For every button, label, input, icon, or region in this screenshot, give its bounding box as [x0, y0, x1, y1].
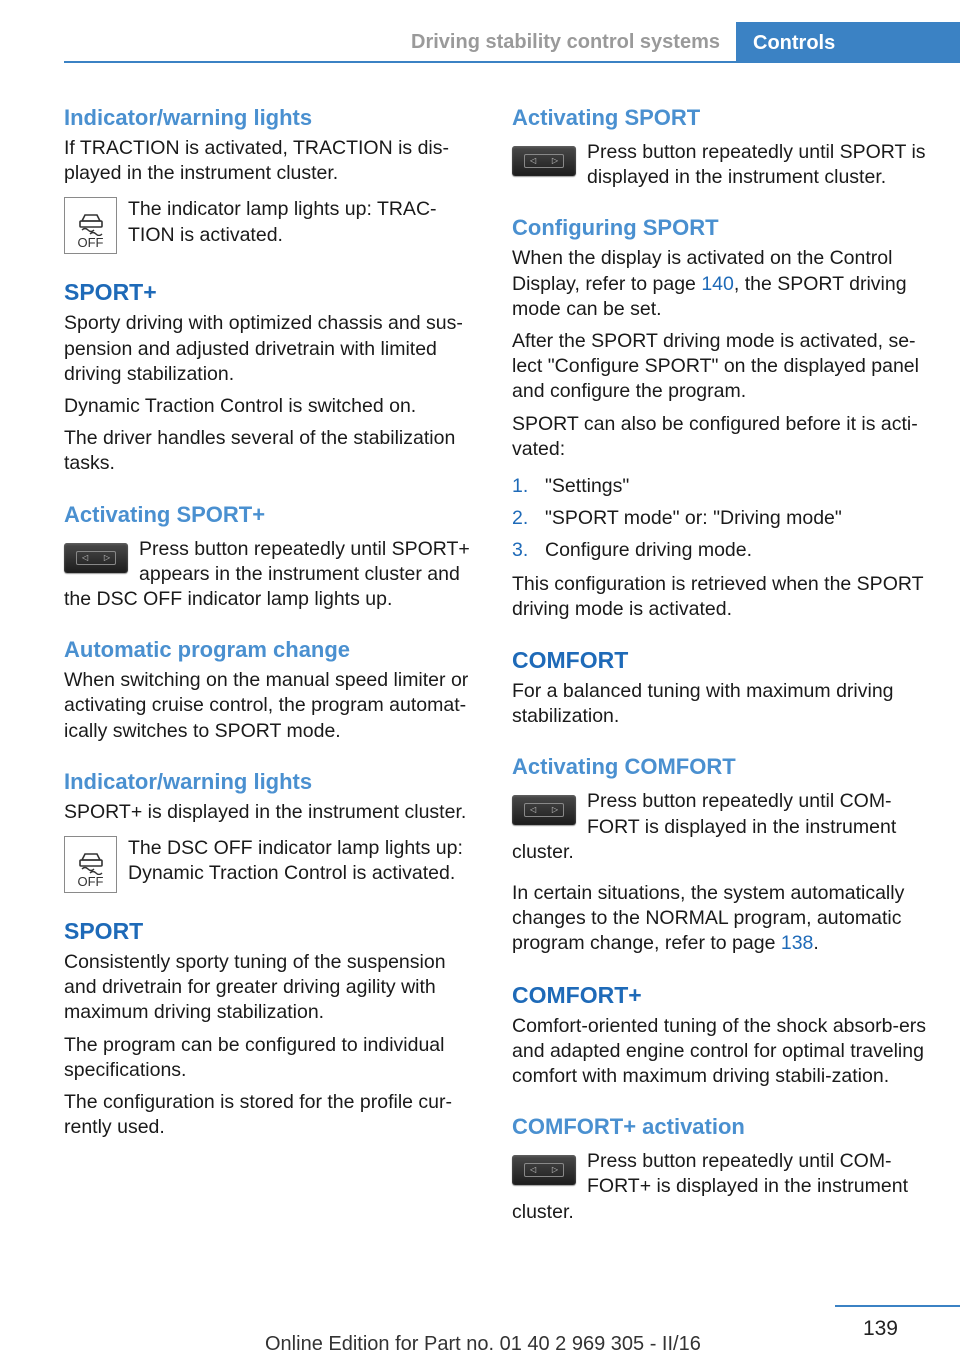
- traction-off-lamp-icon: [64, 197, 117, 254]
- automatic-program-change-heading: Automatic program change: [64, 637, 351, 663]
- driving-mode-button-icon: ◁ ▷: [512, 795, 576, 825]
- activating-sport-plus-row: [64, 537, 482, 613]
- sport-p2: The program can be configured to individual specifications.: [64, 1033, 445, 1081]
- car-skid-icon: [76, 851, 106, 875]
- comfort-text: For a balanced tuning with maximum driving stabilization.: [512, 680, 894, 728]
- page-138-link[interactable]: 138: [780, 932, 814, 955]
- list-item: [512, 474, 930, 499]
- list-item: [512, 538, 930, 563]
- step-text: "SPORT mode" or: "Driving mode": [545, 507, 842, 530]
- header-rule: [64, 61, 960, 63]
- configuration-steps: [512, 474, 930, 564]
- comfort-plus-activation-heading: COMFORT+ activation: [512, 1114, 745, 1140]
- header-section-title: Driving stability control systems: [411, 31, 720, 53]
- dsc-lamp-text: The DSC OFF indicator lamp lights up: Dynamic Traction Control is activated.: [128, 837, 463, 885]
- comfort-p2: [512, 881, 930, 957]
- sport-plus-heading: SPORT+: [64, 279, 157, 306]
- comfort-p2-text-end: .: [813, 932, 819, 955]
- footer-edition: Online Edition for Part no. 01 40 2 969 305 - II/16: [265, 1333, 701, 1355]
- right-column: [512, 100, 930, 1241]
- dsc-off-lamp-icon: [64, 836, 117, 893]
- activating-sport-plus-heading: Activating SPORT+: [64, 501, 266, 527]
- comfort-plus-heading: COMFORT+: [512, 981, 642, 1008]
- comfort-heading: COMFORT: [512, 647, 629, 674]
- automatic-program-change-text: When switching on the manual speed limiter or activating cruise control, the program automat-ically switches to SPORT mode.: [64, 669, 469, 742]
- sport-plus-p1: Sporty driving with optimized chassis and sus-pension and adjusted drivetrain with limited driving stabilization.: [64, 312, 463, 385]
- sport-p3: The configuration is stored for the profile cur-rently used.: [64, 1091, 453, 1139]
- left-column: [64, 100, 482, 1147]
- step-text: "Settings": [545, 475, 630, 498]
- configuring-sport-heading: Configuring SPORT: [512, 215, 719, 241]
- traction-lamp-row: [64, 197, 482, 254]
- header-tab-controls: Controls: [736, 22, 960, 63]
- activating-comfort-text: Press button repeatedly until COM-FORT is displayed in the instrument cluster.: [512, 790, 897, 863]
- step-number: 3.: [512, 539, 529, 562]
- comfort-p2-text: In certain situations, the system automatically changes to the NORMAL program, automatic program change, refer to page: [512, 882, 905, 955]
- configuring-sport-p3: SPORT can also be configured before it is acti-vated:: [512, 412, 918, 460]
- sport-heading: SPORT: [64, 918, 144, 945]
- activating-sport-plus-text: Press button repeatedly until SPORT+ appears in the instrument cluster and the DSC OFF indicator lamp lights up.: [64, 537, 470, 611]
- step-number: 1.: [512, 475, 529, 498]
- activating-sport-row: [512, 140, 930, 190]
- configuring-sport-p1-text-end: , the SPORT driving mode can be set.: [512, 272, 907, 320]
- configuring-sport-p1-text: When the display is activated on the Control Display, refer to page: [512, 247, 893, 295]
- configuring-sport-p2: After the SPORT driving mode is activated, se-lect "Configure SPORT" on the displayed panel and configure the program.: [512, 330, 919, 403]
- traction-display-text: If TRACTION is activated, TRACTION is dis-played in the instrument cluster.: [64, 137, 450, 185]
- indicator-lights-heading-2: Indicator/warning lights: [64, 768, 313, 794]
- sport-plus-p2: Dynamic Traction Control is switched on.: [64, 395, 417, 418]
- driving-mode-button-icon: ◁ ▷: [512, 1155, 576, 1185]
- list-item: [512, 506, 930, 531]
- driving-mode-button-icon: ◁ ▷: [64, 543, 128, 573]
- dsc-lamp-row: [64, 836, 482, 893]
- indicator-lights-heading-1: Indicator/warning lights: [64, 105, 313, 130]
- step-number: 2.: [512, 507, 529, 530]
- sport-plus-p3: The driver handles several of the stabilization tasks.: [64, 427, 456, 475]
- configuring-sport-p1: [512, 246, 930, 322]
- page-number: 139: [862, 1317, 898, 1340]
- lamp-off-label: OFF: [77, 235, 104, 251]
- activating-sport-text: Press button repeatedly until SPORT is displayed in the instrument cluster.: [587, 141, 926, 189]
- page-140-link[interactable]: 140: [701, 272, 734, 295]
- driving-mode-button-icon: ◁ ▷: [512, 146, 576, 176]
- configuring-sport-p4: This configuration is retrieved when the SPORT driving mode is activated.: [512, 572, 924, 620]
- comfort-plus-text: Comfort-oriented tuning of the shock absorb-ers and adapted engine control for optimal traveling comfort with maximum driving stabili-zation.: [512, 1014, 927, 1088]
- footer-rule: [835, 1305, 960, 1307]
- comfort-plus-activation-row: [512, 1149, 930, 1225]
- car-skid-icon: [76, 212, 106, 236]
- step-text: Configure driving mode.: [545, 539, 753, 562]
- activating-comfort-heading: Activating COMFORT: [512, 754, 736, 780]
- comfort-plus-activation-text: Press button repeatedly until COM-FORT+ is displayed in the instrument cluster.: [512, 1150, 908, 1223]
- activating-sport-heading: Activating SPORT: [512, 105, 701, 130]
- activating-comfort-row: [512, 789, 930, 865]
- sport-p1: Consistently sporty tuning of the suspension and drivetrain for greater driving agility with maximum driving stabilization.: [64, 951, 446, 1024]
- traction-lamp-text: The indicator lamp lights up: TRAC-TION is activated.: [128, 198, 437, 246]
- lamp-off-label: OFF: [77, 874, 104, 890]
- sport-plus-display-text: SPORT+ is displayed in the instrument cluster.: [64, 800, 467, 823]
